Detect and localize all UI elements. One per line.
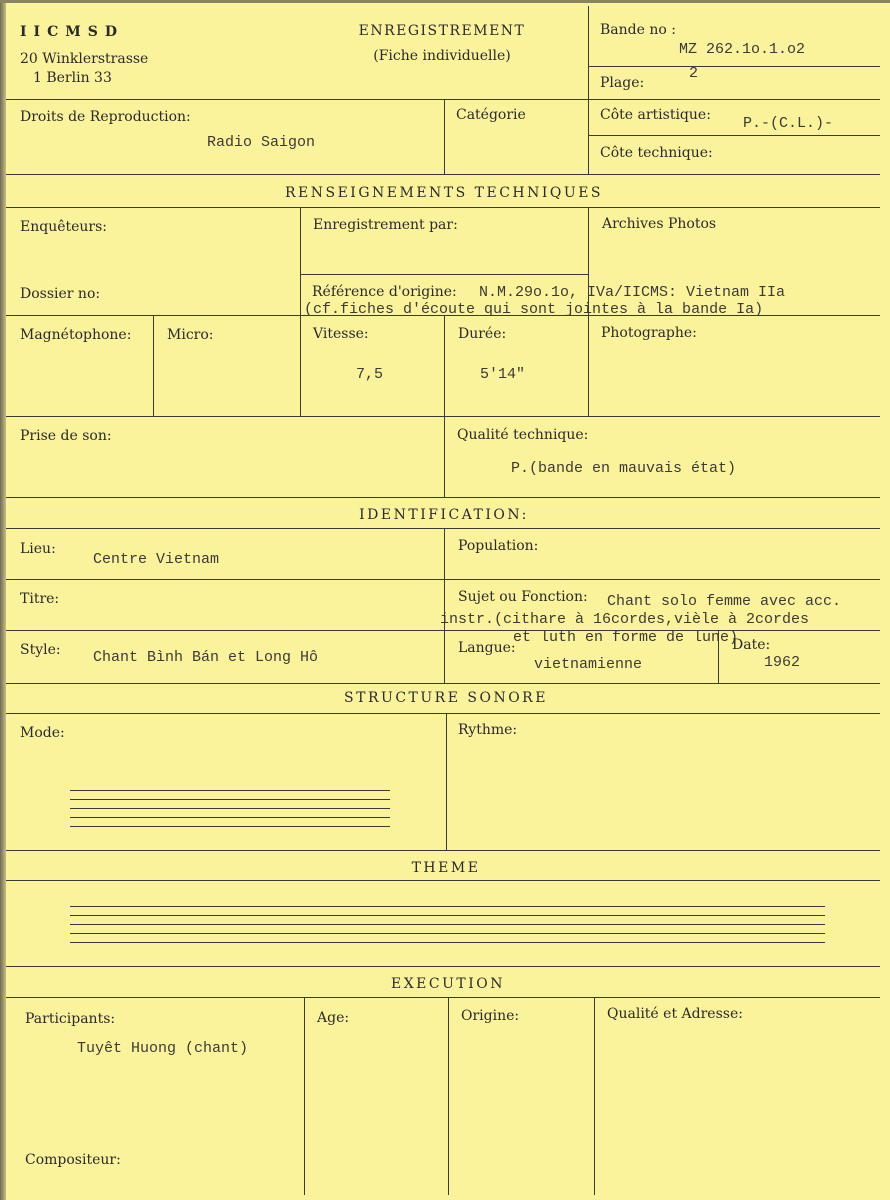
sujet-label: Sujet ou Fonction: [458,589,588,605]
theme-staff-line [70,942,825,943]
institute-logo: IICMSD [20,24,124,40]
style-label: Style: [20,642,61,658]
section-renseignements-techniques: RENSEIGNEMENTS TECHNIQUES [284,185,604,201]
rule [6,966,880,967]
cote-artistique-value: P.-(C.L.)- [743,115,834,132]
langue-value: vietnamienne [534,656,643,673]
sujet-value-line-3: et luth en forme de lune) [513,629,739,646]
compositeur-label: Compositeur: [25,1152,121,1168]
dossier-label: Dossier no: [20,286,101,302]
rule [6,579,880,580]
rule [6,174,880,175]
rule [153,315,154,416]
mode-staff-line [70,808,390,809]
rule [304,997,305,1195]
reference-value-line-2: (cf.fiches d'écoute qui sont jointes à la bande Ia) [304,301,764,318]
plage-label: Plage: [600,75,645,91]
rule [6,528,880,529]
rule [300,274,588,275]
cote-technique-label: Côte technique: [600,145,713,161]
rule [588,135,880,136]
population-label: Population: [458,538,539,554]
rule [6,630,880,631]
rule [6,99,880,100]
rule [444,99,445,174]
rule [588,66,880,67]
rule [446,713,447,850]
cote-artistique-label: Côte artistique: [600,107,711,123]
section-structure-sonore: STRUCTURE SONORE [344,690,548,706]
origine-label: Origine: [461,1008,520,1024]
section-theme: THEME [411,860,481,876]
bande-value: MZ 262.1o.1.o2 [679,41,806,58]
rule [6,713,880,714]
rule [6,683,880,684]
vitesse-label: Vitesse: [313,326,369,342]
section-identification: IDENTIFICATION: [359,507,529,523]
archives-photos-label: Archives Photos [602,216,717,232]
mode-staff-line [70,790,390,791]
participants-value: Tuyêt Huong (chant) [77,1040,249,1057]
sujet-value-line-1: Chant solo femme avec acc. [607,593,842,610]
rule [6,997,880,998]
mode-staff-line [70,826,390,827]
card-left-edge [0,0,6,1200]
rule [444,528,445,683]
bande-label: Bande no : [600,22,676,38]
lieu-value: Centre Vietnam [93,551,220,568]
duree-label: Durée: [458,326,507,342]
mode-label: Mode: [20,725,65,741]
reference-label: Référence d'origine: [312,284,457,300]
theme-staff-line [70,933,825,934]
droits-label: Droits de Reproduction: [20,109,191,125]
magnetophone-label: Magnétophone: [20,327,132,343]
address-line-2: 1 Berlin 33 [33,70,112,86]
enregistrement-par-label: Enregistrement par: [313,217,458,233]
mode-staff-line [70,817,390,818]
date-value: 1962 [764,654,801,671]
duree-value: 5'14" [480,366,526,383]
reference-value-line-1: N.M.29o.1o, IVa/IICMS: Vietnam IIa [479,284,786,301]
theme-staff-line [70,906,825,907]
rule [6,207,880,208]
titre-label: Titre: [20,591,60,607]
rule [588,6,589,174]
rule [6,850,880,851]
address-line-1: 20 Winklerstrasse [20,51,149,67]
section-execution: EXECUTION [390,976,506,992]
participants-label: Participants: [25,1011,116,1027]
rule [6,880,880,881]
card-top-edge [0,0,890,3]
rule [448,997,449,1195]
mode-staff-line [70,799,390,800]
qualite-technique-label: Qualité technique: [457,427,589,443]
sujet-value-line-2: instr.(cithare à 16cordes,vièle à 2cordes [440,611,810,628]
rule [300,207,301,416]
date-label: Date: [732,637,771,653]
droits-value: Radio Saigon [207,134,316,151]
rule [6,497,880,498]
rule [6,416,880,417]
rule [444,315,445,497]
qualite-technique-value: P.(bande en mauvais état) [511,460,737,477]
form-title: ENREGISTREMENT [358,23,526,39]
age-label: Age: [317,1010,350,1026]
prise-de-son-label: Prise de son: [20,428,112,444]
lieu-label: Lieu: [20,541,56,557]
rythme-label: Rythme: [458,722,518,738]
categorie-label: Catégorie [456,107,526,123]
theme-staff-line [70,915,825,916]
micro-label: Micro: [167,327,214,343]
vitesse-value: 7,5 [356,366,384,383]
enqueteurs-label: Enquêteurs: [20,219,108,235]
rule [594,997,595,1195]
style-value: Chant Bình Bán et Long Hô [93,649,319,666]
qualite-adresse-label: Qualité et Adresse: [607,1006,743,1022]
plage-value: 2 [689,65,699,82]
langue-label: Langue: [458,640,516,656]
form-subtitle: (Fiche individuelle) [373,48,511,64]
photographe-label: Photographe: [601,325,697,341]
theme-staff-line [70,924,825,925]
